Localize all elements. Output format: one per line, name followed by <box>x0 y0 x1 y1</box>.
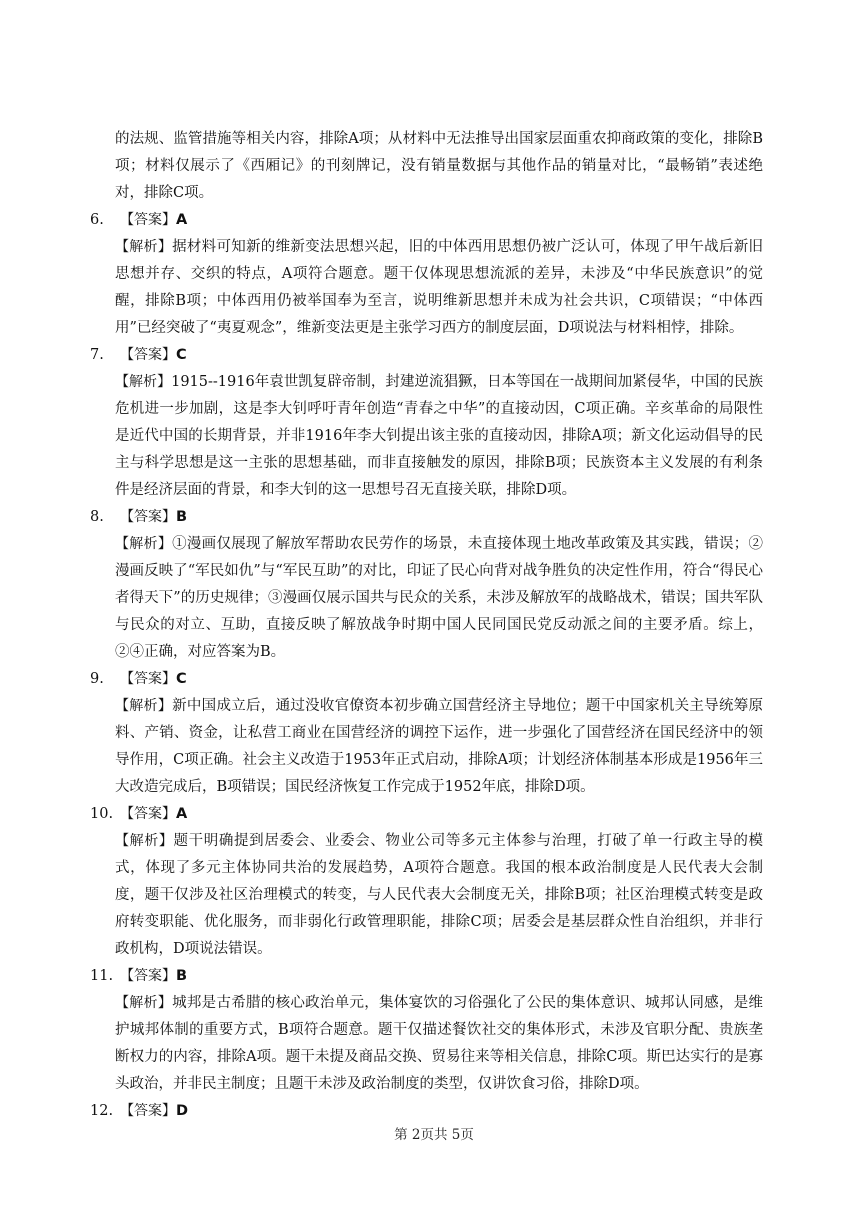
answer-line <box>90 666 738 693</box>
answer-line <box>90 963 738 990</box>
intro-paragraph: 的法规、监管措施等相关内容，排除A项；从材料中无法推导出国家层面重农抑商政策的变化，排除B项；材料仅展示了《西厢记》的刊刻牌记，没有销量数据与其他作品的销量对比，“最畅销”表述绝对，排除C项。 <box>115 131 763 201</box>
answer-letter: B <box>176 509 188 525</box>
question-block <box>90 1098 763 1125</box>
question-number: 9. <box>90 671 104 687</box>
question-block <box>90 207 764 342</box>
question-block <box>90 504 764 666</box>
analysis-paragraph <box>115 234 763 342</box>
question-list <box>90 207 764 1125</box>
question-number: 7. <box>90 347 104 363</box>
answer-letter: C <box>176 671 187 687</box>
page-content <box>90 126 764 1125</box>
answer-label: 【答案】 <box>120 968 176 984</box>
analysis-paragraph <box>115 828 763 963</box>
analysis-label: 【解析】 <box>115 698 173 714</box>
answer-line <box>90 504 738 531</box>
answer-label: 【答案】 <box>120 212 176 228</box>
analysis-label: 【解析】 <box>115 995 173 1011</box>
analysis-label: 【解析】 <box>115 239 173 255</box>
analysis-text: 新中国成立后，通过没收官僚资本初步确立国营经济主导地位；题干中国家机关主导统筹原料、产销、资金，让私营工商业在国营经济的调控下运作，进一步强化了国营经济在国民经济中的领导作用，C项正确。社会主义改造于1953年正式启动，排除A项；计划经济体制基本形成是1956年三大改造完成后，B项错误；国民经济恢复工作完成于1952年底，排除D项。 <box>115 698 764 795</box>
answer-label: 【答案】 <box>120 671 176 687</box>
answer-letter: D <box>176 1103 189 1119</box>
answer-line <box>90 207 738 234</box>
analysis-label: 【解析】 <box>115 536 173 552</box>
analysis-paragraph <box>115 369 763 504</box>
answer-label: 【答案】 <box>120 1103 176 1119</box>
page-footer: 第 2页共 5页 <box>394 1127 474 1143</box>
analysis-text: 1915--1916年袁世凯复辟帝制，封建逆流猖獗，日本等国在一战期间加紧侵华，中国的民族危机进一步加剧，这是李大钊呼吁青年创造“青春之中华”的直接动因，C项正确。辛亥革命的局限性是近代中国的长期背景，并非1916年李大钊提出该主张的直接动因，排除A项；新文化运动倡导的民主与科学思想是这一主张的思想基础，而非直接触发的原因，排除B项；民族资本主义发展的有利条件是经济层面的背景，和李大钊的这一思想号召无直接关联，排除D项。 <box>115 374 763 498</box>
analysis-text: 城邦是古希腊的核心政治单元，集体宴饮的习俗强化了公民的集体意识、城邦认同感，是维护城邦体制的重要方式，B项符合题意。题干仅描述餐饮社交的集体形式，未涉及官职分配、贵族垄断权力的内容，排除A项。题干未提及商品交换、贸易往来等相关信息，排除C项。斯巴达实行的是寡头政治，并非民主制度；且题干未涉及政治制度的类型，仅讲饮食习俗，排除D项。 <box>115 995 764 1092</box>
answer-label: 【答案】 <box>120 509 176 525</box>
answer-line <box>90 801 738 828</box>
analysis-paragraph <box>115 990 763 1098</box>
question-block <box>90 801 764 963</box>
analysis-label: 【解析】 <box>115 374 172 390</box>
answer-label: 【答案】 <box>120 347 176 363</box>
analysis-text: 据材料可知新的维新变法思想兴起，旧的中体西用思想仍被广泛认可，体现了甲午战后新旧思想并存、交织的特点，A项符合题意。题干仅体现思想流派的差异，未涉及“中华民族意识”的觉醒，排除B项；中体西用仍被举国奉为至言，说明维新思想并未成为社会共识，C项错误；“中体西用”已经突破了“夷夏观念”，维新变法更是主张学习西方的制度层面，D项说法与材料相悖，排除。 <box>115 239 764 336</box>
answer-line <box>90 342 738 369</box>
question-number: 6. <box>90 212 104 228</box>
question-block <box>90 963 764 1098</box>
answer-letter: C <box>176 347 187 363</box>
question-number: 11. <box>90 968 114 984</box>
question-block <box>90 342 763 504</box>
answer-letter: A <box>176 806 188 822</box>
question-number: 8. <box>90 509 104 525</box>
question-number: 10. <box>90 806 114 822</box>
analysis-paragraph <box>115 693 763 801</box>
answer-line <box>90 1098 738 1125</box>
answer-label: 【答案】 <box>120 806 176 822</box>
analysis-text: 题干明确提到居委会、业委会、物业公司等多元主体参与治理，打破了单一行政主导的模式，体现了多元主体协同共治的发展趋势，A项符合题意。我国的根本政治制度是人民代表大会制度，题干仅涉及社区治理模式的转变，与人民代表大会制度无关，排除B项；社区治理模式转变是政府转变职能、优化服务，而非弱化行政管理职能，排除C项；居委会是基层群众性自治组织，并非行政机构，D项说法错误。 <box>115 833 764 957</box>
analysis-paragraph <box>115 531 763 666</box>
question-number: 12. <box>90 1103 114 1119</box>
analysis-text: ①漫画仅展现了解放军帮助农民劳作的场景，未直接体现土地改革政策及其实践，错误；②漫画反映了“军民如仇”与“军民互助”的对比，印证了民心向背对战争胜负的决定性作用，符合“得民心者得天下”的历史规律；③漫画仅展示国共与民众的关系，未涉及解放军的战略战术，错误；国共军队与民众的对立、互助，直接反映了解放战争时期中国人民同国民党反动派之间的主要矛盾。综上，②④正确，对应答案为B。 <box>115 536 764 660</box>
question-block <box>90 666 764 801</box>
analysis-label: 【解析】 <box>115 833 174 849</box>
answer-letter: A <box>176 212 188 228</box>
answer-letter: B <box>176 968 188 984</box>
